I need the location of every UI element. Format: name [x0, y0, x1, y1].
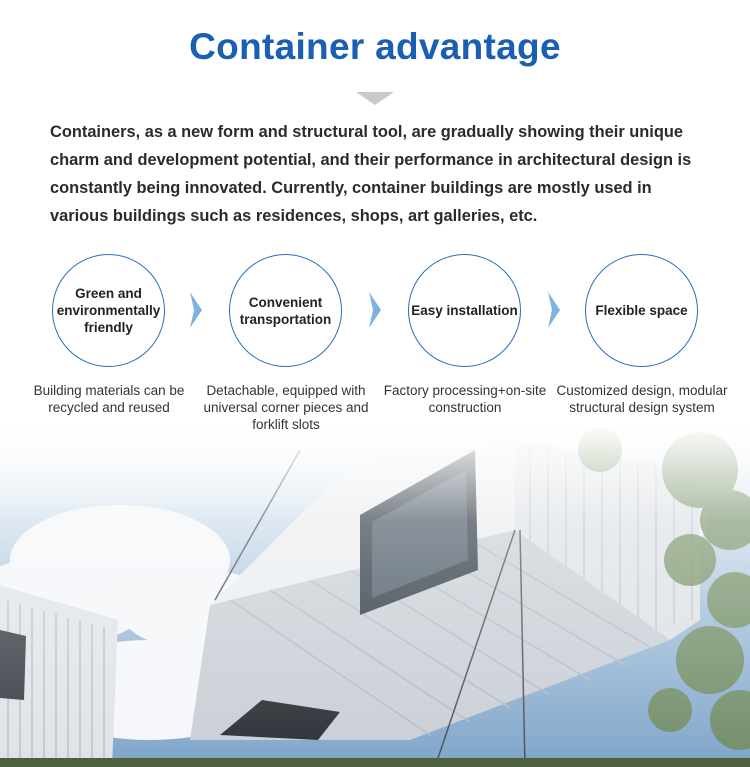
chevron-right-icon: [548, 292, 560, 328]
feature-label: Flexible space: [595, 303, 688, 318]
feature-description: Detachable, equipped with universal corner pieces and forklift slots: [203, 383, 369, 432]
feature-label: Easy installation: [411, 303, 518, 318]
feature-circle: [585, 254, 698, 367]
feature-description: Factory processing+on-site construction: [383, 383, 547, 415]
intro-paragraph: Containers, as a new form and structural tool, are gradually showing their unique charm and development potential, and their performance in architectural design is constantly being innovated. Currently, container buildings are mostly used in various buildings such as residences, shops, art galleries, etc.: [50, 123, 692, 225]
chevron-right-icon: [190, 292, 202, 328]
feature-description: Building materials can be recycled and reused: [33, 383, 185, 415]
feature-label: Convenient transportation: [239, 294, 332, 327]
feature-description: Customized design, modular structural design system: [556, 383, 728, 415]
feature-circle: [408, 254, 521, 367]
feature-circle: [52, 254, 165, 367]
chevron-right-icon: [369, 292, 381, 328]
feature-label: Green and environmentally friendly: [56, 286, 161, 335]
feature-circle: [229, 254, 342, 367]
page-title: Container advantage: [189, 26, 561, 67]
title-down-arrow-icon: [356, 92, 394, 105]
